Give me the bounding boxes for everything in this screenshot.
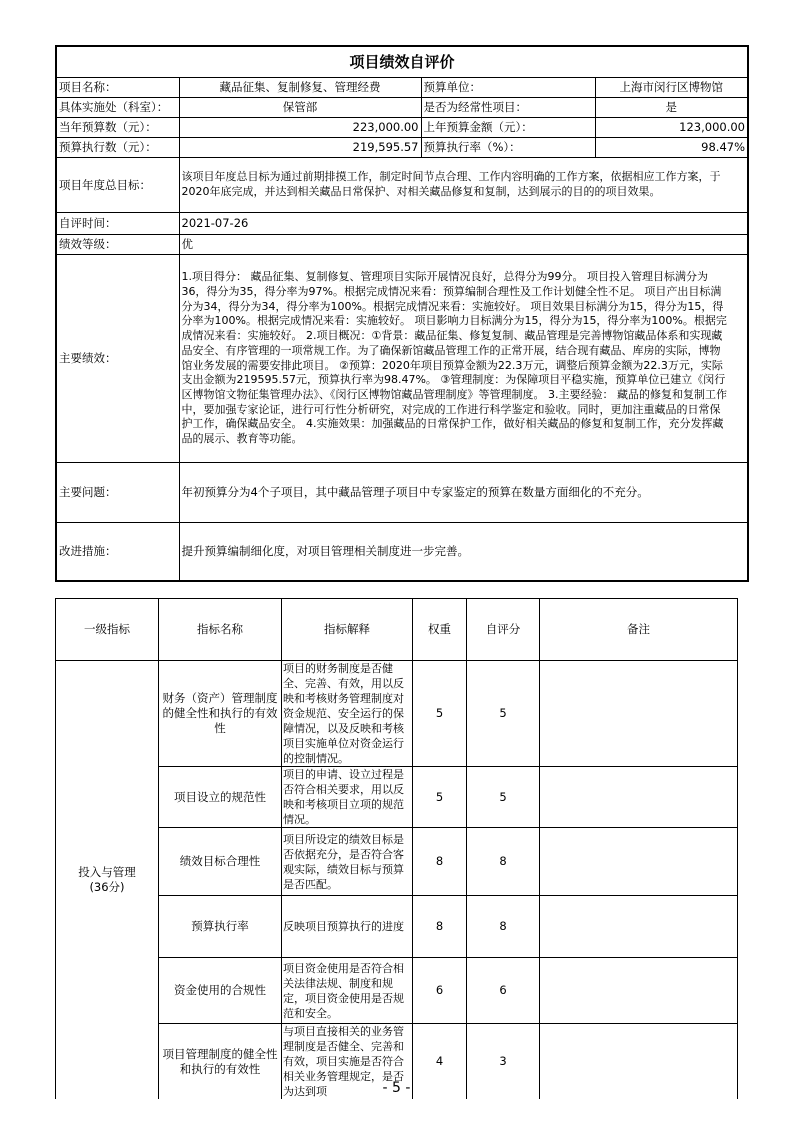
current-budget: 223,000.00 — [179, 118, 421, 138]
dept-label: 具体实施处（科室）： — [56, 98, 179, 118]
project-name-label: 项目名称： — [56, 78, 179, 98]
performance: 1.项目得分： 藏品征集、复制修复、管理项目实际开展情况良好，总得分为99分。 项目投入管理目标满分为36，得分为35，得分率为97%。根据完成情况来看：预算编制合理性及工作计划健全性不足。 项目产出目标满分为34，得分为34，得分率为100%。根据完成情况来看：实施较好。 项目效果目标满分为15，得分为15，得分率为100%。根据完成情况来看：实施较好。 项目影响力目标满分为15，得分为15，得分率为100%。根据完成情况来看：实施较好。 2.项目概况：①背景：藏品征集、修复复制、藏品管理是完善博物馆藏品体系和实现藏品安全、有序管理的一项常规工作。为了确保新馆藏品管理工作的正常开展，结合现有藏品、库房的实际，博物馆业务发展的需要安排此项目。 ②预算：2020年项目预算金额为22.3万元，调整后预算金额为22.3万元，实际支出金额为219595.57元，预算执行率为98.47%。 ③管理制度：为保障项目平稳实施，预算单位已建立《闵行区博物馆文物征集管理办法》、《闵行区博物馆藏品管理制度》等管理制度。 3.主要经验： 藏品的修复和复制工作中，要加强专家论证，进行可行性分析研究，对完成的工作进行科学鉴定和验收。同时，更加注重藏品的日常保护工作，确保藏品安全。 4.实施效果：加强藏品的日常保护工作，做好相关藏品的修复和复制工作，充分发挥藏品的展示、教育等功能。 — [179, 255, 748, 463]
indicator-explain: 与项目直接相关的业务管理制度是否健全、完善和有效，项目实施是否符合相关业务管理规定，是否为达到项 — [282, 1024, 413, 1100]
header-level1: 一级指标 — [56, 599, 159, 661]
indicator-weight: 5 — [413, 661, 467, 767]
indicator-score: 3 — [467, 1024, 540, 1100]
page-title: 项目绩效自评价 — [56, 46, 748, 78]
grade: 优 — [179, 235, 748, 255]
recurring-label: 是否为经常性项目： — [421, 98, 595, 118]
table-row — [56, 896, 738, 958]
indicator-weight: 8 — [413, 896, 467, 958]
indicator-note — [540, 828, 738, 896]
indicator-table — [55, 598, 738, 1099]
project-name: 藏品征集、复制修复、管理经费 — [179, 78, 421, 98]
group-level1: 投入与管理 (36分) — [56, 661, 159, 1100]
page-number: - 5 - — [382, 1080, 411, 1096]
indicator-name: 预算执行率 — [159, 896, 282, 958]
problems: 年初预算分为4个子项目，其中藏品管理子项目中专家鉴定的预算在数量方面细化的不充分。 — [179, 463, 748, 523]
header-row — [56, 599, 738, 661]
measures: 提升预算编制细化度，对项目管理相关制度进一步完善。 — [179, 523, 748, 581]
table-row — [56, 958, 738, 1024]
indicator-name: 资金使用的合规性 — [159, 958, 282, 1024]
indicator-note — [540, 767, 738, 828]
indicator-weight: 6 — [413, 958, 467, 1024]
last-budget-label: 上年预算金额（元）： — [421, 118, 595, 138]
indicator-name: 项目设立的规范性 — [159, 767, 282, 828]
indicator-explain: 项目的财务制度是否健全、完善、有效，用以反映和考核财务管理制度对资金规范、安全运行的保障情况，以及反映和考核项目实施单位对资金运行的控制情况。 — [282, 661, 413, 767]
indicator-explain: 项目的申请、设立过程是否符合相关要求，用以反映和考核项目立项的规范情况。 — [282, 767, 413, 828]
indicator-score: 6 — [467, 958, 540, 1024]
indicator-weight: 4 — [413, 1024, 467, 1100]
header-name: 指标名称 — [159, 599, 282, 661]
table-row — [56, 767, 738, 828]
grade-label: 绩效等级： — [56, 235, 179, 255]
indicator-explain: 项目所设定的绩效目标是否依据充分，是否符合客观实际，绩效目标与预算是否匹配。 — [282, 828, 413, 896]
eval-date-label: 自评时间： — [56, 213, 179, 235]
indicator-weight: 5 — [413, 767, 467, 828]
header-note: 备注 — [540, 599, 738, 661]
indicator-note — [540, 661, 738, 767]
header-score: 自评分 — [467, 599, 540, 661]
goal-label: 项目年度总目标： — [56, 158, 179, 213]
performance-label: 主要绩效： — [56, 255, 179, 463]
table-row — [56, 828, 738, 896]
exec-rate: 98.47% — [595, 138, 748, 158]
budget-unit: 上海市闵行区博物馆 — [595, 78, 748, 98]
indicator-explain: 项目资金使用是否符合相关法律法规、制度和规定，项目资金使用是否规范和安全。 — [282, 958, 413, 1024]
budget-unit-label: 预算单位： — [421, 78, 595, 98]
indicator-name: 财务（资产）管理制度的健全性和执行的有效性 — [159, 661, 282, 767]
indicator-explain: 反映项目预算执行的进度 — [282, 896, 413, 958]
dept: 保管部 — [179, 98, 421, 118]
header-weight: 权重 — [413, 599, 467, 661]
indicator-note — [540, 896, 738, 958]
indicator-score: 5 — [467, 661, 540, 767]
last-budget: 123,000.00 — [595, 118, 748, 138]
executed-label: 预算执行数（元）： — [56, 138, 179, 158]
indicator-weight: 8 — [413, 828, 467, 896]
exec-rate-label: 预算执行率（%）： — [421, 138, 595, 158]
recurring: 是 — [595, 98, 748, 118]
measures-label: 改进措施： — [56, 523, 179, 581]
header-explain: 指标解释 — [282, 599, 413, 661]
indicator-name: 绩效目标合理性 — [159, 828, 282, 896]
indicator-score: 8 — [467, 828, 540, 896]
goal: 该项目年度总目标为通过前期排摸工作，制定时间节点合理、工作内容明确的工作方案，依据相应工作方案，于2020年底完成，并达到相关藏品日常保护、对相关藏品修复和复制，达到展示的目的的项目效果。 — [179, 158, 748, 213]
project-summary-table — [55, 45, 749, 582]
problems-label: 主要问题： — [56, 463, 179, 523]
indicator-note — [540, 958, 738, 1024]
indicator-name: 项目管理制度的健全性和执行的有效性 — [159, 1024, 282, 1100]
indicator-score: 8 — [467, 896, 540, 958]
eval-date: 2021-07-26 — [179, 213, 748, 235]
executed: 219,595.57 — [179, 138, 421, 158]
indicator-score: 5 — [467, 767, 540, 828]
table-row — [56, 661, 738, 767]
current-budget-label: 当年预算数（元）： — [56, 118, 179, 138]
